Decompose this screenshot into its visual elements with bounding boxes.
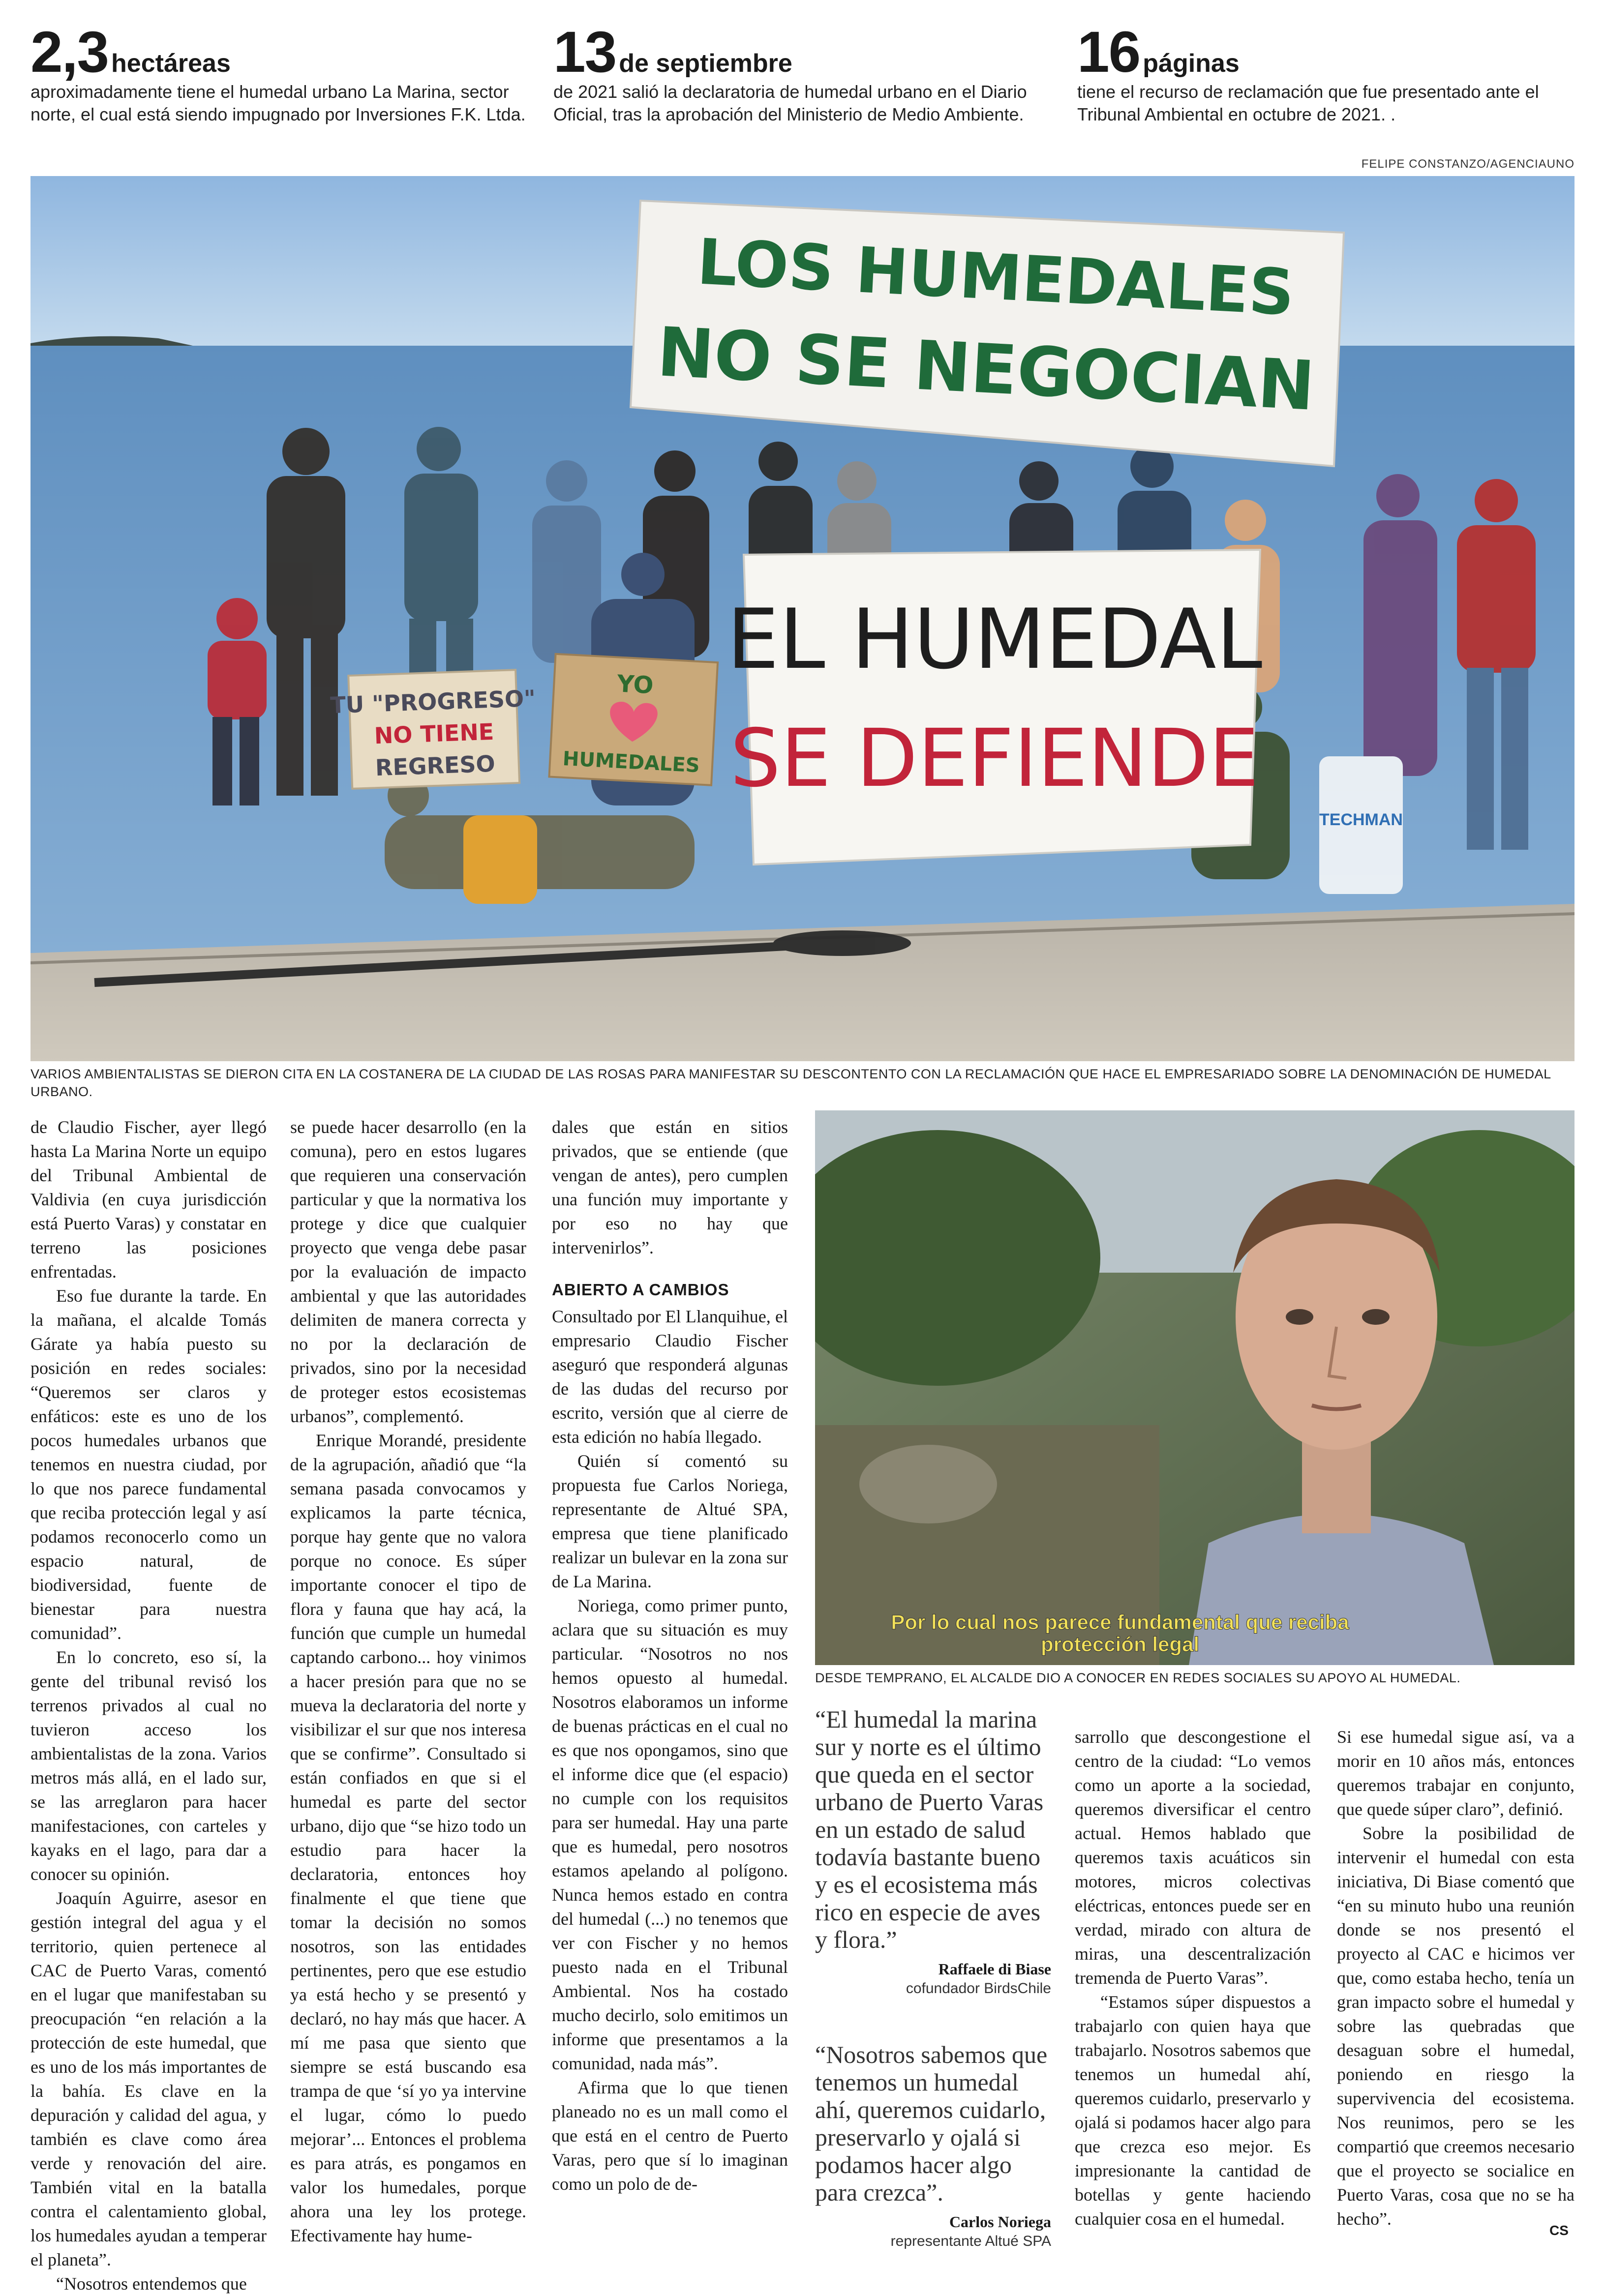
video-subtitle-2: protección legal xyxy=(1040,1633,1200,1656)
pull-quote-noriega xyxy=(815,2041,1051,2250)
paragraph: de Claudio Fischer, ayer llegó hasta La Marina Norte un equipo del Tribunal Ambiental de Valdivia (en cuya jurisdicción está Puerto Varas) y constatar en terreno las posiciones enfrentadas. xyxy=(30,1117,267,1282)
sign-progreso-line-2: NO TIENE xyxy=(373,718,495,749)
video-subtitle-1: Por lo cual nos parece fundamental que reciba xyxy=(891,1610,1349,1634)
mayor-video-still xyxy=(815,1110,1575,1665)
paragraph: Noriega, como primer punto, aclara que su situación es muy particular. “Nosotros no nos hemos opuesto al humedal. Nosotros elaboramos un informe de buenas prácticas en el cual no es que nos opongamos, sino que el informe dice que (el espacio) no cumple con los requisitos para ser humedal. Hay una parte que es humedal, pero nosotros estamos apelando al polígono. Nunca hemos estado en contra del humedal (...) no tenemos que ver con Fischer y no hemos puesto nada en el Tribunal Ambiental. Nos ha costado mucho decirlo, solo emitimos un informe que presentamos a la comunidad, nada más”. xyxy=(552,1596,788,2073)
main-photo xyxy=(30,176,1575,1061)
sign-yo-humedales xyxy=(549,654,718,785)
stat-unit: de septiembre xyxy=(619,49,792,78)
stat-description: de 2021 salió la declaratoria de humedal urbano en el Diario Oficial, tras la aprobación del Ministerio de Medio Ambiente. xyxy=(553,82,1027,124)
paragraph: Joaquín Aguirre, asesor en gestión integral del agua y el territorio, quien pertenece al CAC de Puerto Varas, comentó en el lugar que manifestaban su preocupación “en relación a la protección de este humedal, que es uno de los más importantes de la bahía. Es clave en la depuración y calidad del agua, y también es clave como área verde y renovación del aire. También vital en la batalla contra el calentamiento global, los humedales ayudan a temperar el planeta”. xyxy=(30,1888,267,2269)
sign-el-humedal xyxy=(727,550,1262,865)
stat-description: aproximadamente tiene el humedal urbano La Marina, sector norte, el cual está siendo impugnado por Inversiones F.K. Ltda. xyxy=(30,82,526,124)
stat-number: 13 xyxy=(553,20,616,85)
stat-hectareas xyxy=(30,20,532,126)
sign-tu-progreso xyxy=(329,669,539,789)
main-photo-caption: VARIOS AMBIENTALISTAS SE DIERON CITA EN LA COSTANERA DE LA CIUDAD DE LAS ROSAS PARA MANIFESTAR SU DESCONTENTO CON LA RECLAMACIÓN QUE HACE EL EMPRESARIADO SOBRE LA DENOMINACIÓN DE HUMEDAL URBANO. xyxy=(30,1067,1551,1099)
article-column-2 xyxy=(290,1115,526,2248)
paragraph: se puede hacer desarrollo (en la comuna), pero en estos lugares que requieren una conservación particular y que la normativa los protege y dice que cualquier proyecto que venga debe pasar por la evaluación de impacto ambiental y que las autoridades delimiten de manera correcta y no por la declaración de privados, sino por la necesidad de proteger estos ecosistemas urbanos”, complementó. xyxy=(290,1117,526,1426)
stat-paginas xyxy=(1077,20,1574,126)
paragraph: Eso fue durante la tarde. En la mañana, el alcalde Tomás Gárate ya había puesto su posición en redes sociales: “Queremos ser claros y enfáticos: este es uno de los pocos humedales urbanos que tenemos en nuestra ciudad, por lo que nos parece fundamental que reciba protección legal y así podamos reconocerlo como un espacio natural, de biodiversidad, fuente de bienestar para nuestra comunidad”. xyxy=(30,1286,267,1643)
paragraph: Sobre la posibilidad de intervenir el humedal con esta iniciativa, Di Biase comentó que “en su minuto hubo una reunión donde se nos presentó el proyecto al CAC e hicimos ver que, como estaba hecho, tenía un gran impacto sobre el humedal y sobre las quebradas que desaguan sobre el humedal, poniendo en riesgo la supervivencia del ecosistema. Nos reunimos, pero se les compartió que creemos necesario que el proyecto se socialice en Puerto Varas, cosa que no se ha hecho”. xyxy=(1337,1823,1575,2229)
sign-progreso-line-3: REGRESO xyxy=(375,750,496,781)
quote-role: representante Altué SPA xyxy=(890,2233,1051,2249)
paragraph: En lo concreto, eso sí, la gente del tribunal revisó los terrenos privados al cual no tuvieron acceso los ambientalistas de la zona. Varios metros más allá, en el lado sur, se las arreglaron para hacer manifestaciones, con carteles y kayaks en el lago, para dar a conocer su opinión. xyxy=(30,1647,267,1884)
paragraph: “Nosotros entendemos que xyxy=(56,2274,247,2294)
section-heading: ABIERTO A CAMBIOS xyxy=(552,1281,729,1299)
stat-unit: hectáreas xyxy=(111,49,231,78)
sign-progreso-line-1: TU "PROGRESO" xyxy=(330,685,536,719)
second-photo-caption: DESDE TEMPRANO, EL ALCALDE DIO A CONOCER EN REDES SOCIALES SU APOYO AL HUMEDAL. xyxy=(815,1670,1461,1685)
paragraph: sarrollo que descongestione el centro de la ciudad: “Lo vemos como un aporte a la sociedad, queremos diversificar el centro actual. Hemos hablado que queremos taxis acuáticos sin motores, micros colectivas eléctricas, entonces puede ser en verdad, mirado con altura de miras, una descentralización tremenda de Puerto Varas”. xyxy=(1075,1727,1311,1988)
mayor-portrait xyxy=(815,1110,1575,1665)
paragraph: Si ese humedal sigue así, va a morir en 10 años más, entonces queremos trabajar en conjunto, que quede súper claro”, definió. xyxy=(1337,1727,1575,1819)
protest-scene xyxy=(30,176,1575,1061)
quote-text: “Nosotros sabemos que tenemos un humedal ahí, queremos cuidarlo, preservarlo y ojalá si podamos hacer algo para crezca”. xyxy=(815,2041,1048,2206)
stat-unit: páginas xyxy=(1143,49,1240,78)
bucket-label: TECHMAN xyxy=(1319,810,1403,829)
sign-line-1: EL HUMEDAL xyxy=(727,591,1263,687)
article-column-6 xyxy=(1337,1725,1575,2231)
stat-number: 2,3 xyxy=(30,20,109,85)
paragraph: Consultado por El Llanquihue, el empresario Claudio Fischer aseguró que responderá algunas de las dudas del recurso por escrito, versión que al cierre de esta edición no había llegado. xyxy=(552,1307,788,1447)
stat-number: 16 xyxy=(1077,20,1140,85)
banner-line-1: LOS HUMEDALES xyxy=(695,225,1296,330)
sign-yo: YO xyxy=(616,670,654,700)
paragraph: dales que están en sitios privados, que se entiende (que vengan de antes), pero cumplen una función muy importante y por eso no hay que intervenirlos”. xyxy=(552,1117,788,1257)
paragraph: “Estamos súper dispuestos a trabajarlo con quien haya que trabajarlo. Nosotros sabemos que tenemos un humedal ahí, queremos cuidarlo, preservarlo y ojalá si podamos hacer algo para que crezca eso mejor. Es impresionante la cantidad de botellas y gente haciendo cualquier cosa en el humedal. xyxy=(1075,1992,1311,2229)
banner-line-2: NO SE NEGOCIAN xyxy=(655,312,1317,426)
paragraph: Quién sí comentó su propuesta fue Carlos Noriega, representante de Altué SPA, empresa que tiene planificado realizar un bulevar en la zona sur de La Marina. xyxy=(552,1451,788,1591)
end-mark: CS xyxy=(1549,2223,1569,2238)
pull-quote-di-biase xyxy=(815,1705,1051,1997)
quote-author: Raffaele di Biase xyxy=(938,1960,1051,1978)
paragraph: Afirma que lo que tienen planeado no es un mall como el que está en el centro de Puerto Varas, pero que sí lo imaginan como un polo de de- xyxy=(552,2078,788,2194)
photo-credit: FELIPE CONSTANZO/AGENCIAUNO xyxy=(1361,157,1575,171)
quote-role: cofundador BirdsChile xyxy=(906,1980,1051,1997)
stat-description: tiene el recurso de reclamación que fue presentado ante el Tribunal Ambiental en octubre de 2021. . xyxy=(1077,82,1539,124)
paragraph: Enrique Morandé, presidente de la agrupación, añadió que “la semana pasada convocamos y explicamos la parte técnica, porque hay gente que no valora porque no conoce. Es súper importante conocer el tipo de flora y fauna que hay acá, la función que cumple un humedal captando carbono... hoy vinimos a hacer presión para que no se mueva la declaratoria del norte y visibilizar el sur que nos interesa que se confirme”. Consultado si están confiados en que si el humedal es parte del sector urbano, dijo que “se hizo todo un estudio para hacer la declaratoria, entonces hoy finalmente el que tiene que tomar la decisión no somos nosotros, son las entidades pertinentes, pero que ese estudio ya está hecho y se presentó y declaró, no hay más que hacer. A mí me pasa que siento que siempre se está buscando esa trampa de que ‘sí yo ya intervine el lugar, cómo lo puedo mejorar’... Entonces el problema es para atrás, es pongamos en valor los humedales, porque ahora una ley los protege. Efectivamente hay hume- xyxy=(290,1431,526,2245)
article-column-5 xyxy=(1075,1725,1311,2231)
quote-text: “El humedal la marina sur y norte es el último que queda en el sector urbano de Puerto Varas en un estado de salud todavía bastante bueno y es el ecosistema más rico en especie de aves y flora.” xyxy=(815,1705,1044,1953)
sign-humedales: HUMEDALES xyxy=(562,747,700,777)
sign-line-2: SE DEFIENDE xyxy=(730,713,1259,805)
stat-fecha xyxy=(553,20,1055,126)
quote-author: Carlos Noriega xyxy=(949,2213,1051,2231)
article-column-1 xyxy=(30,1115,267,2296)
article-column-3 xyxy=(552,1115,788,2196)
